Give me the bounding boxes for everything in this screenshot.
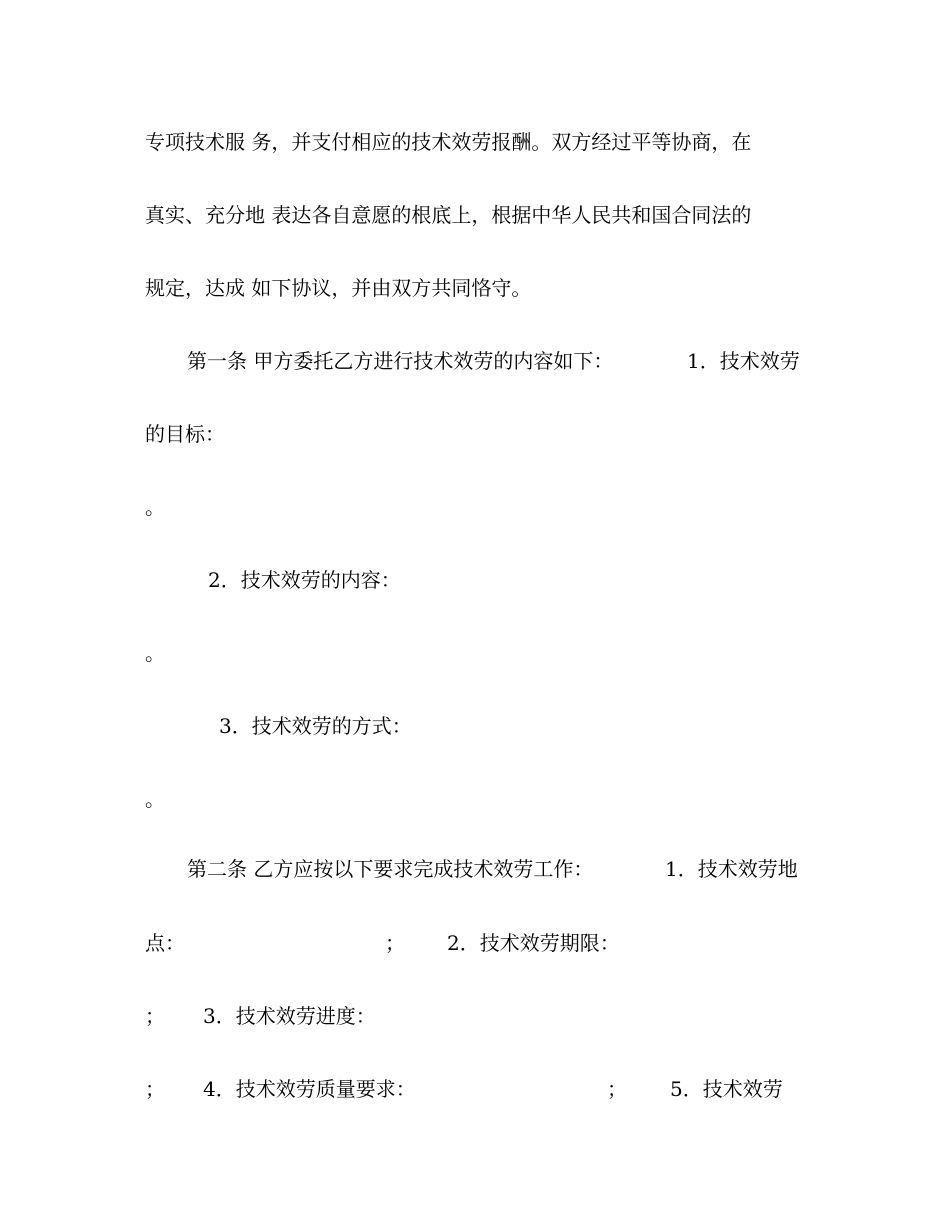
article2-item2-end: ； [145, 1004, 165, 1028]
article1-item3-end: 。 [145, 787, 165, 811]
article2-item3-label: 3．技术效劳进度： [203, 1004, 376, 1028]
article2-item3-end: ； [145, 1077, 165, 1101]
article2-item5-label: 5．技术效劳 [670, 1077, 783, 1101]
article2-item4-label: 4．技术效劳质量要求： [203, 1077, 416, 1101]
article2-item1-label: 1．技术效劳地 [665, 857, 798, 881]
article2-item1-continuation: 点： [145, 931, 185, 955]
article1-item1-end: 。 [145, 495, 165, 519]
article1-item2-label: 2．技术效劳的内容： [208, 568, 401, 592]
article1-item3-label: 3．技术效劳的方式： [219, 714, 412, 738]
article1-item1-label: 1．技术效劳 [687, 349, 800, 373]
article1-item1-continuation: 的目标： [145, 422, 225, 446]
article2-item1-end: ； [385, 931, 405, 955]
article1-heading: 第一条 甲方委托乙方进行技术效劳的内容如下： [187, 349, 614, 373]
article2-heading: 第二条 乙方应按以下要求完成技术效劳工作： [187, 857, 594, 881]
body-line-3: 规定，达成 如下协议，并由双方共同恪守。 [145, 276, 532, 300]
article1-item2-end: 。 [145, 641, 165, 665]
body-line-2: 真实、充分地 表达各自意愿的根底上，根据中华人民共和国合同法的 [145, 203, 752, 227]
article2-item4-end: ； [607, 1077, 627, 1101]
article2-item2-label: 2．技术效劳期限： [447, 931, 620, 955]
body-line-1: 专项技术服 务，并支付相应的技术效劳报酬。双方经过平等协商，在 [145, 130, 752, 154]
